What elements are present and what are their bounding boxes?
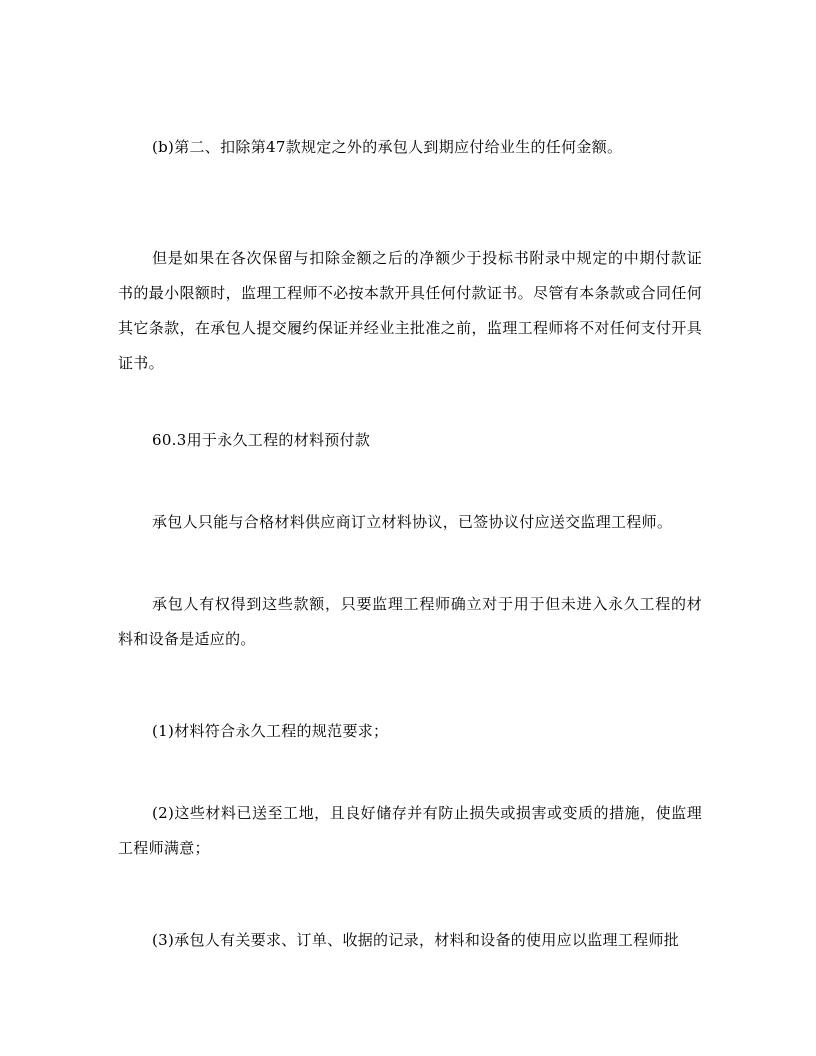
list-item-condition-1: (1)材料符合永久工程的规范要求； (152, 722, 389, 740)
list-item-condition-3: (3)承包人有关要求、订单、收据的记录，材料和设备的使用应以监理工程师批 (152, 931, 680, 949)
section-heading-60-3: 60.3用于永久工程的材料预付款 (152, 431, 371, 449)
paragraph-material-agreement: 承包人只能与合格材料供应商订立材料协议，已签协议付应送交监理工程师。 (152, 513, 673, 531)
list-item-condition-2: (2)这些材料已送至工地，且良好储存并有防止损失或损害或变质的措施，使监理工程师满意； (118, 804, 702, 857)
paragraph-deduction-clause-b: (b)第二、扣除第47款规定之外的承包人到期应付给业生的任何金额。 (152, 138, 623, 156)
paragraph-minimum-certificate: 但是如果在各次保留与扣除金额之后的净额少于投标书附录中规定的中期付款证书的最小限额时，监理工程师不必按本款开具任何付款证书。尽管有本条款或合同任何其它条款，在承包人提交履约保证并经业主批准之前，监理工程师将不对任何支付开具证书。 (118, 249, 702, 372)
paragraph-entitlement: 承包人有权得到这些款额，只要监理工程师确立对于用于但未进入永久工程的材料和设备是适应的。 (118, 595, 702, 648)
